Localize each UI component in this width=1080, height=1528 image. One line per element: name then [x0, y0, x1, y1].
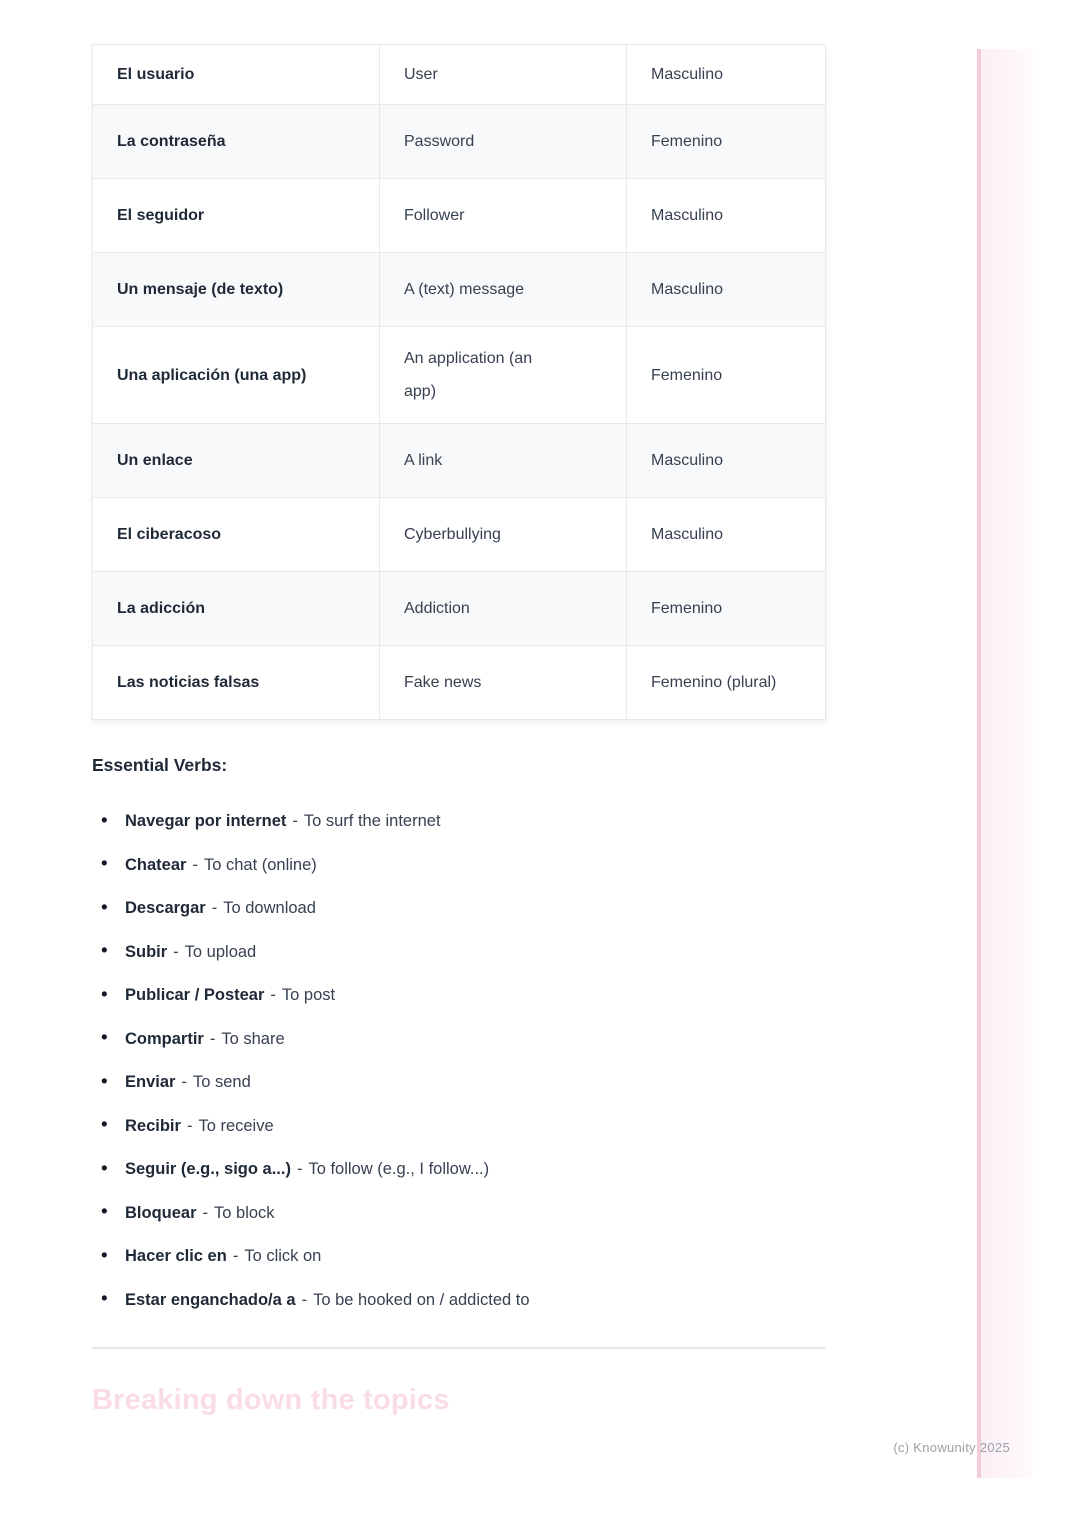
verb-term: • Chatear [125, 855, 187, 874]
verb-definition: To surf the internet [303, 812, 441, 831]
verb-definition: To block [214, 1203, 275, 1222]
verb-definition: To follow (e.g., I follow...) [308, 1160, 490, 1179]
verb-term: • Enviar [125, 1073, 176, 1092]
table-cell-spanish: La contraseña [117, 133, 226, 150]
verb-list-item [92, 974, 892, 1018]
verb-definition: To upload [184, 942, 257, 961]
verb-separator: - [292, 812, 298, 831]
table-cell-spanish: El usuario [117, 66, 195, 83]
verb-list-item [92, 1279, 892, 1323]
verb-list-item [92, 1061, 892, 1105]
verb-definition: To chat (online) [203, 855, 317, 874]
verb-definition: To receive [198, 1116, 274, 1135]
verb-separator: - [209, 1029, 216, 1048]
verb-term: • Subir [125, 942, 168, 961]
verb-list-item [92, 1018, 892, 1062]
table-cell-gender: Femenino [626, 572, 825, 645]
verb-definition: To share [221, 1029, 285, 1048]
verb-separator: - [301, 1290, 308, 1309]
table-row [93, 104, 825, 178]
verb-list-item [92, 800, 892, 844]
copyright-text: (c) Knowunity 2025 [893, 1440, 1010, 1455]
table-row [93, 45, 825, 104]
verb-list-item [92, 1148, 892, 1192]
table-cell-english: A (text) message [379, 253, 626, 326]
table-row [93, 252, 825, 326]
table-cell-gender: Masculino [626, 424, 825, 497]
table-cell-english: Password [379, 105, 626, 178]
table-cell-english: Addiction [379, 572, 626, 645]
verb-separator: - [186, 1116, 193, 1135]
verb-list-item [92, 1235, 892, 1279]
verb-term: • Compartir [125, 1029, 204, 1048]
verb-definition: To download [223, 899, 316, 918]
verb-term: • Recibir [125, 1116, 181, 1135]
table-row [93, 497, 825, 571]
table-cell-spanish: Un enlace [117, 452, 193, 469]
table-cell-english: User [379, 45, 626, 104]
table-cell-spanish: Un mensaje (de texto) [117, 281, 284, 298]
verb-term: • Estar enganchado/a a [125, 1290, 296, 1309]
table-cell-english: A link [379, 424, 626, 497]
table-cell-gender: Femenino (plural) [626, 646, 825, 719]
section-divider [92, 1347, 825, 1349]
verb-term: • Descargar [125, 899, 206, 918]
verb-separator: - [296, 1160, 303, 1179]
verb-list-item [92, 887, 892, 931]
table-row [93, 326, 825, 423]
breaking-topics-heading: Breaking down the topics [92, 1384, 450, 1416]
verb-definition: To click on [244, 1247, 322, 1266]
verb-separator: - [181, 1073, 187, 1092]
verb-separator: - [211, 899, 218, 918]
page-margin-strip [977, 49, 1033, 1478]
essential-verbs-heading: Essential Verbs: [92, 755, 228, 775]
table-cell-english: Follower [379, 179, 626, 252]
verb-term: • Hacer clic en [125, 1247, 227, 1266]
table-cell-english: Cyberbullying [379, 498, 626, 571]
table-row [93, 645, 825, 719]
verb-term: • Seguir (e.g., sigo a...) [125, 1160, 291, 1179]
table-cell-gender: Femenino [626, 327, 825, 423]
verb-separator: - [202, 1203, 209, 1222]
table-row [93, 571, 825, 645]
verb-separator: - [232, 1247, 239, 1266]
verb-term: • Bloquear [125, 1203, 197, 1222]
verb-term: • Navegar por internet [125, 812, 287, 831]
table-cell-english: Fake news [379, 646, 626, 719]
table-cell-spanish: La adicción [117, 600, 206, 617]
table-cell-spanish: El seguidor [117, 207, 205, 224]
table-cell-gender: Masculino [626, 45, 825, 104]
vocab-table [92, 44, 826, 720]
verb-separator: - [270, 986, 276, 1005]
table-cell-spanish: Una aplicación (una app) [117, 366, 307, 384]
verb-definition: To be hooked on / addicted to [313, 1290, 530, 1309]
table-cell-english: An application (an app) [379, 327, 626, 423]
verb-term: • Publicar / Postear [125, 986, 265, 1005]
table-cell-gender: Femenino [626, 105, 825, 178]
verb-definition: To post [281, 986, 336, 1005]
table-row [93, 423, 825, 497]
verb-definition: To send [192, 1073, 251, 1092]
verb-list-item [92, 1105, 892, 1149]
verbs-list [92, 800, 892, 1322]
table-cell-gender: Masculino [626, 498, 825, 571]
verb-separator: - [173, 942, 179, 961]
verb-list-item [92, 844, 892, 888]
verb-list-item [92, 931, 892, 975]
verb-separator: - [192, 855, 198, 874]
table-row [93, 178, 825, 252]
table-cell-gender: Masculino [626, 179, 825, 252]
table-cell-gender: Masculino [626, 253, 825, 326]
table-cell-spanish: El ciberacoso [117, 526, 222, 543]
table-cell-spanish: Las noticias falsas [117, 674, 260, 691]
verb-list-item [92, 1192, 892, 1236]
